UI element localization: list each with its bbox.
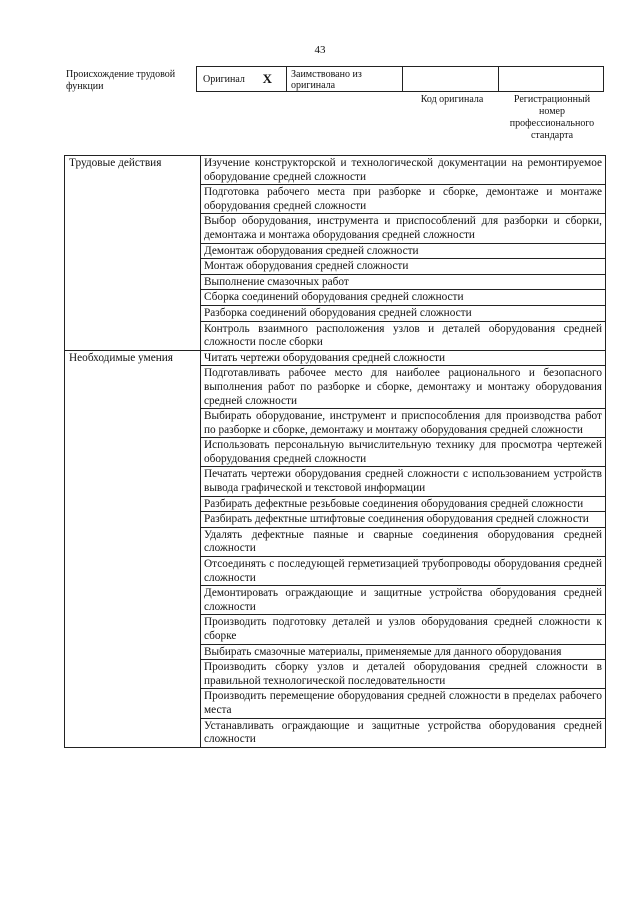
function-table-body: [65, 156, 606, 748]
table-cell-item: Разбирать дефектные штифтовые соединения оборудования средней сложности: [201, 512, 606, 528]
registration-caption: Регистрационный номер профессионального стандарта: [509, 94, 595, 141]
table-cell-item: Подготовка рабочего места при разборке и сборке, демонтаже и монтаже оборудования средней сложности: [201, 185, 606, 214]
table-cell-item: Изучение конструкторской и технологической документации на ремонтируемое оборудование средней сложности: [201, 156, 606, 185]
table-cell-item: Подготавливать рабочее место для наиболее рационального и безопасного выполнения работ по разборке и сборке, демонтажу и монтажу оборудования средней сложности: [201, 366, 606, 409]
original-mark: X: [262, 71, 272, 86]
table-cell-item: Производить подготовку деталей и узлов оборудования средней сложности к сборке: [201, 615, 606, 644]
table-cell-item: Печатать чертежи оборудования средней сложности с использованием устройств вывода графической и текстовой информации: [201, 467, 606, 496]
borrowed-label: Заимствовано из оригинала: [291, 69, 362, 91]
registration-cell: [499, 67, 603, 91]
borrowed-cell: [287, 67, 403, 91]
table-row: [65, 156, 606, 185]
table-cell-item: Демонтаж оборудования средней сложности: [201, 243, 606, 259]
table-cell-item: Производить перемещение оборудования средней сложности в пределах рабочего места: [201, 689, 606, 718]
table-cell-item: Выбирать оборудование, инструмент и приспособления для производства работ по разборке и сборке, демонтажу и монтажу оборудования средней сложности: [201, 409, 606, 438]
table-cell-item: Устанавливать ограждающие и защитные устройства оборудования средней сложности: [201, 718, 606, 747]
origin-box: [196, 66, 604, 92]
table-cell-item: Выбирать смазочные материалы, применяемые для данного оборудования: [201, 644, 606, 660]
table-cell-item: Отсоединять с последующей герметизацией трубопроводы оборудования средней сложности: [201, 557, 606, 586]
origin-label: Происхождение трудовой функции: [66, 69, 176, 92]
table-cell-item: Производить сборку узлов и деталей оборудования средней сложности в правильной технологической последовательности: [201, 660, 606, 689]
table-row: [65, 350, 606, 366]
section-label: Необходимые умения: [65, 350, 201, 747]
table-cell-item: Сборка соединений оборудования средней сложности: [201, 290, 606, 306]
table-cell-item: Выбор оборудования, инструмента и приспособлений для разборки и сборки, демонтажа и монтажа оборудования средней сложности: [201, 214, 606, 243]
page-number: 43: [314, 44, 326, 56]
table-cell-item: Контроль взаимного расположения узлов и деталей оборудования средней сложности после сборки: [201, 321, 606, 350]
table-cell-item: Удалять дефектные паяные и сварные соединения оборудования средней сложности: [201, 527, 606, 556]
table-cell-item: Использовать персональную вычислительную технику для просмотра чертежей оборудования средней сложности: [201, 438, 606, 467]
code-cell: [403, 67, 499, 91]
code-caption: Код оригинала: [420, 94, 484, 105]
table-cell-item: Демонтировать ограждающие и защитные устройства оборудования средней сложности: [201, 586, 606, 615]
table-cell-item: Читать чертежи оборудования средней сложности: [201, 350, 606, 366]
table-cell-item: Выполнение смазочных работ: [201, 274, 606, 290]
table-cell-item: Монтаж оборудования средней сложности: [201, 259, 606, 275]
table-cell-item: Разбирать дефектные резьбовые соединения оборудования средней сложности: [201, 496, 606, 512]
original-label: Оригинал: [203, 73, 245, 85]
section-label: Трудовые действия: [65, 156, 201, 351]
original-cell: [197, 67, 287, 91]
function-table: [64, 155, 606, 748]
table-cell-item: Разборка соединений оборудования средней сложности: [201, 305, 606, 321]
